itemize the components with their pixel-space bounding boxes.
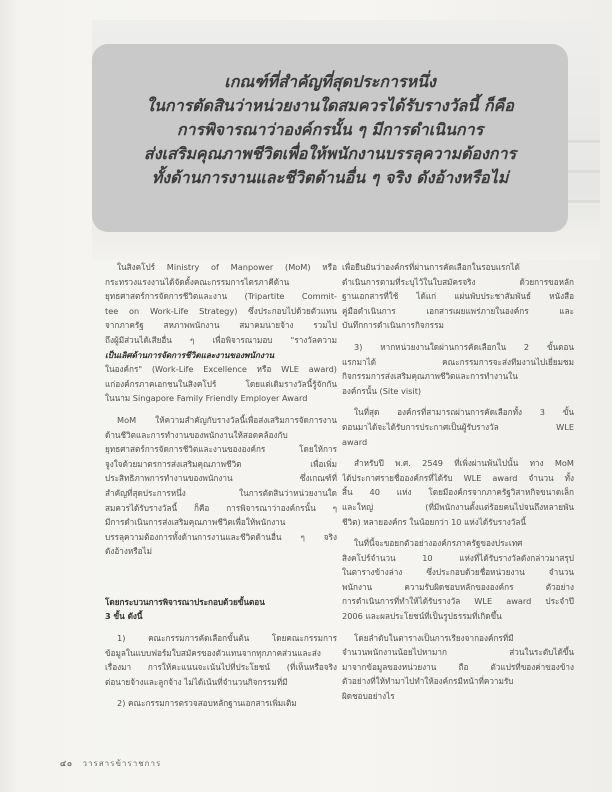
- text-line: จากภาครัฐ สหภาพพนักงาน สมาคมนายจ้าง รวมไป: [105, 320, 337, 331]
- text-line: ด้านชีวิตและการทำงานของพนักงานให้สอดคล้องกับ: [105, 429, 288, 440]
- paragraph: [105, 631, 337, 689]
- text-line: บันทึกการดำเนินการกิจกรรม: [342, 320, 444, 331]
- text-line: มีการดำเนินการส่งเสริมคุณภาพชีวิตเพื่อให้พนักงาน: [105, 517, 286, 528]
- page-number: ๔๐: [60, 759, 73, 768]
- text-line: MoM ให้ความสำคัญกับรางวัลนี้เพื่อส่งเสริมการจัดการงาน: [117, 414, 337, 425]
- text-line: สิ้น 40 แห่ง โดยมีองค์กรจากภาครัฐวิสาหกิจขนาดเล็ก: [342, 487, 574, 498]
- text-line: กิจกรรมการส่งเสริมคุณภาพชีวิตและการทำงานใน: [342, 371, 518, 382]
- text-line: ในที่สุด องค์กรที่สามารถผ่านการคัดเลือกทั้ง 3 ขั้น: [354, 407, 574, 418]
- page-footer: [60, 757, 161, 770]
- text-line: บรรลุความต้องการทั้งด้านการงานและชีวิตด้านอื่น ๆ จริง: [105, 531, 337, 542]
- right-column: [342, 260, 574, 704]
- pull-quote-line: ส่งเสริมคุณภาพชีวิตเพื่อให้พนักงานบรรลุความต้องการ: [143, 144, 517, 163]
- text-line: ดำเนินการตามที่ระบุไว้ในใบสมัครจริง ด้วยการขอหลัก: [342, 276, 574, 287]
- paragraph: [342, 631, 574, 704]
- text-line: tee on Work-Life Strategy) ซึ่งประกอบไปด้วยตัวแทน: [105, 305, 337, 316]
- text-line: การดำเนินการที่ทำให้ได้รับรางวัล WLE award ประจำปี: [342, 596, 574, 607]
- text-line: ในตารางข้างล่าง ซึ่งประกอบด้วยชื่อหน่วยงาน จำนวน: [342, 567, 574, 578]
- text-line: จำนวนพนักงานน้อยไปหามาก ส่วนในระดับได้ขึ้น: [342, 647, 574, 658]
- text-line: ในองค์กร" (Work-Life Excellence หรือ WLE award): [105, 364, 337, 375]
- text-line: เป็นเลิศด้านการจัดการชีวิตและงานของพนักงาน: [105, 349, 275, 360]
- paragraph: [105, 696, 337, 711]
- text-line: ในสิงคโปร์ Ministry of Manpower (MoM) หรือ: [117, 262, 337, 272]
- text-line: ในนาม Singapore Family Friendly Employer Award: [105, 393, 308, 404]
- text-line: กระทรวงแรงงานได้จัดตั้งคณะกรรมการไตรภาคีด้าน: [105, 276, 290, 287]
- text-line: สำคัญที่สุดประการหนึ่ง ในการตัดสินว่าหน่วยงานใด: [105, 487, 337, 498]
- section-heading: [105, 595, 337, 624]
- text-line: องค์กรนั้น (Site visit): [342, 385, 422, 396]
- text-line: ถึงผู้มีส่วนได้เสียอื่น ๆ เพื่อพิจารณามอบ "รางวัลความ: [105, 334, 337, 345]
- text-line: award: [342, 436, 368, 447]
- heading-line: 3 ขั้น ดังนี้: [105, 611, 143, 622]
- pull-quote-line: เกณฑ์ที่สำคัญที่สุดประการหนึ่ง: [224, 72, 436, 91]
- text-line: เรื่องมา การให้คะแนนจะเน้นไปที่ประโยชน์ (ที่เห็นหรือจริง: [105, 662, 337, 673]
- text-line: 2006 และผลประโยชน์ที่เป็นรูปธรรมที่เกิดขึ้น: [342, 611, 502, 622]
- text-line: ต่อนายจ้างและลูกจ้าง ไม่ได้เน้นที่จำนวนกิจกรรมที่มี: [105, 676, 288, 687]
- text-line: สมควรได้รับรางวัลนี้ ก็คือ การพิจารณาว่าองค์กรนั้น ๆ: [105, 502, 337, 513]
- paragraph: [342, 340, 574, 398]
- text-line: เพื่อยืนยันว่าองค์กรที่ผ่านการคัดเลือกในรอบแรกได้: [342, 262, 520, 272]
- paragraph: [342, 405, 574, 449]
- text-line: ยุทธศาสตร์การจัดการชีวิตและงาน (Tripartite Commit-: [105, 291, 337, 302]
- text-line: ได้ประกาศรายชื่อองค์กรที่ได้รับ WLE award จำนวน ทั้ง: [342, 472, 574, 483]
- text-line: ดังอ้างหรือไม่: [105, 546, 153, 557]
- text-line: 1) คณะกรรมการคัดเลือกขั้นต้น โดยคณะกรรมการ: [117, 633, 337, 644]
- heading-line: โดยกระบวนการพิจารณาประกอบด้วยขั้นตอน: [105, 596, 265, 607]
- text-line: ยุทธศาสตร์การจัดการชีวิตและงานขององค์กร โดยให้การ: [105, 444, 337, 455]
- text-line: มาจากข้อมูลของหน่วยงาน ถือ ตัวแปรที่ของค่าของข้าง: [342, 661, 574, 672]
- text-line: 2) คณะกรรมการตรวจสอบหลักฐานเอกสารเพิ่มเติม: [117, 698, 297, 709]
- text-line: ในที่นี้จะขอยกตัวอย่างองค์กรภาครัฐของประเทศ: [354, 538, 523, 549]
- text-line: คู่มือดำเนินการ เอกสารเผยแพร่ภายในองค์กร และ: [342, 305, 574, 316]
- paragraph: [342, 260, 574, 333]
- text-line: สำหรับปี พ.ศ. 2549 ที่เพิ่งผ่านพ้นไปนั้น ทาง MoM: [354, 458, 574, 469]
- text-line: พนักงาน ความรับผิดชอบหลักขององค์กร ตัวอย่าง: [342, 581, 574, 592]
- text-line: โดยลำดับในตารางเป็นการเรียงจากองค์กรที่มี: [354, 632, 514, 643]
- text-line: ข้อมูลในแบบฟอร์มใบสมัครของตัวแทนจากทุกภาคส่วนและส่ง: [105, 647, 321, 658]
- paragraph: [342, 536, 574, 624]
- text-line: ฐานเอกสารที่ใช้ ได้แก่ แผ่นพับประชาสัมพันธ์ หนังสือ: [342, 291, 574, 302]
- text-line: แก่องค์กรภาคเอกชนในสิงคโปร์ โดยแต่เดิมรางวัลนี้รู้จักกัน: [105, 378, 337, 389]
- paragraph: [105, 413, 337, 559]
- text-line: จูงใจด้วยมาตรการส่งเสริมคุณภาพชีวิต เพื่อเพิ่ม: [105, 458, 337, 469]
- pull-quote: [92, 44, 568, 232]
- text-line: สิงคโปร์จำนวน 10 แห่งที่ได้รับรางวัลดังกล่าวมาสรุป: [342, 552, 574, 563]
- text-line: ชีวิต) หลายองค์กร ในน้อยกว่า 10 แห่งได้รับรางวัลนี้: [342, 516, 527, 527]
- text-line: 3) หากหน่วยงานใดผ่านการคัดเลือกใน 2 ขั้นตอน: [354, 341, 574, 352]
- text-line: ประสิทธิภาพการทำงานของพนักงาน ซึ่งเกณฑ์ที่: [105, 473, 337, 484]
- left-column: [105, 260, 337, 711]
- paragraph: [342, 456, 574, 529]
- text-line: แรกมาได้ คณะกรรมการจะส่งทีมงานไปเยี่ยมชม: [342, 356, 574, 367]
- intro-paragraph: [105, 260, 337, 406]
- text-line: ตอนมาได้จะได้รับการประกาศเป็นผู้รับรางวัล WLE: [342, 421, 574, 432]
- text-line: ตัวอย่างที่ให้ทำมาไปทำให้องค์กรมีหน้าที่ความรับ: [342, 676, 514, 687]
- text-line: และใหญ่ (ที่มีพนักงานตั้งแต่ร้อยคนไปจนถึงหลายพัน: [342, 501, 574, 512]
- text-line: ผิดชอบอย่างไร: [342, 691, 395, 702]
- journal-name: วารสารข้าราชการ: [82, 759, 162, 768]
- pull-quote-line: ทั้งด้านการงานและชีวิตด้านอื่น ๆ จริง ดังอ้างหรือไม่: [151, 168, 509, 187]
- pull-quote-line: ในการตัดสินว่าหน่วยงานใดสมควรได้รับรางวัลนี้ ก็คือ: [146, 96, 514, 115]
- pull-quote-line: การพิจารณาว่าองค์กรนั้น ๆ มีการดำเนินการ: [176, 120, 484, 139]
